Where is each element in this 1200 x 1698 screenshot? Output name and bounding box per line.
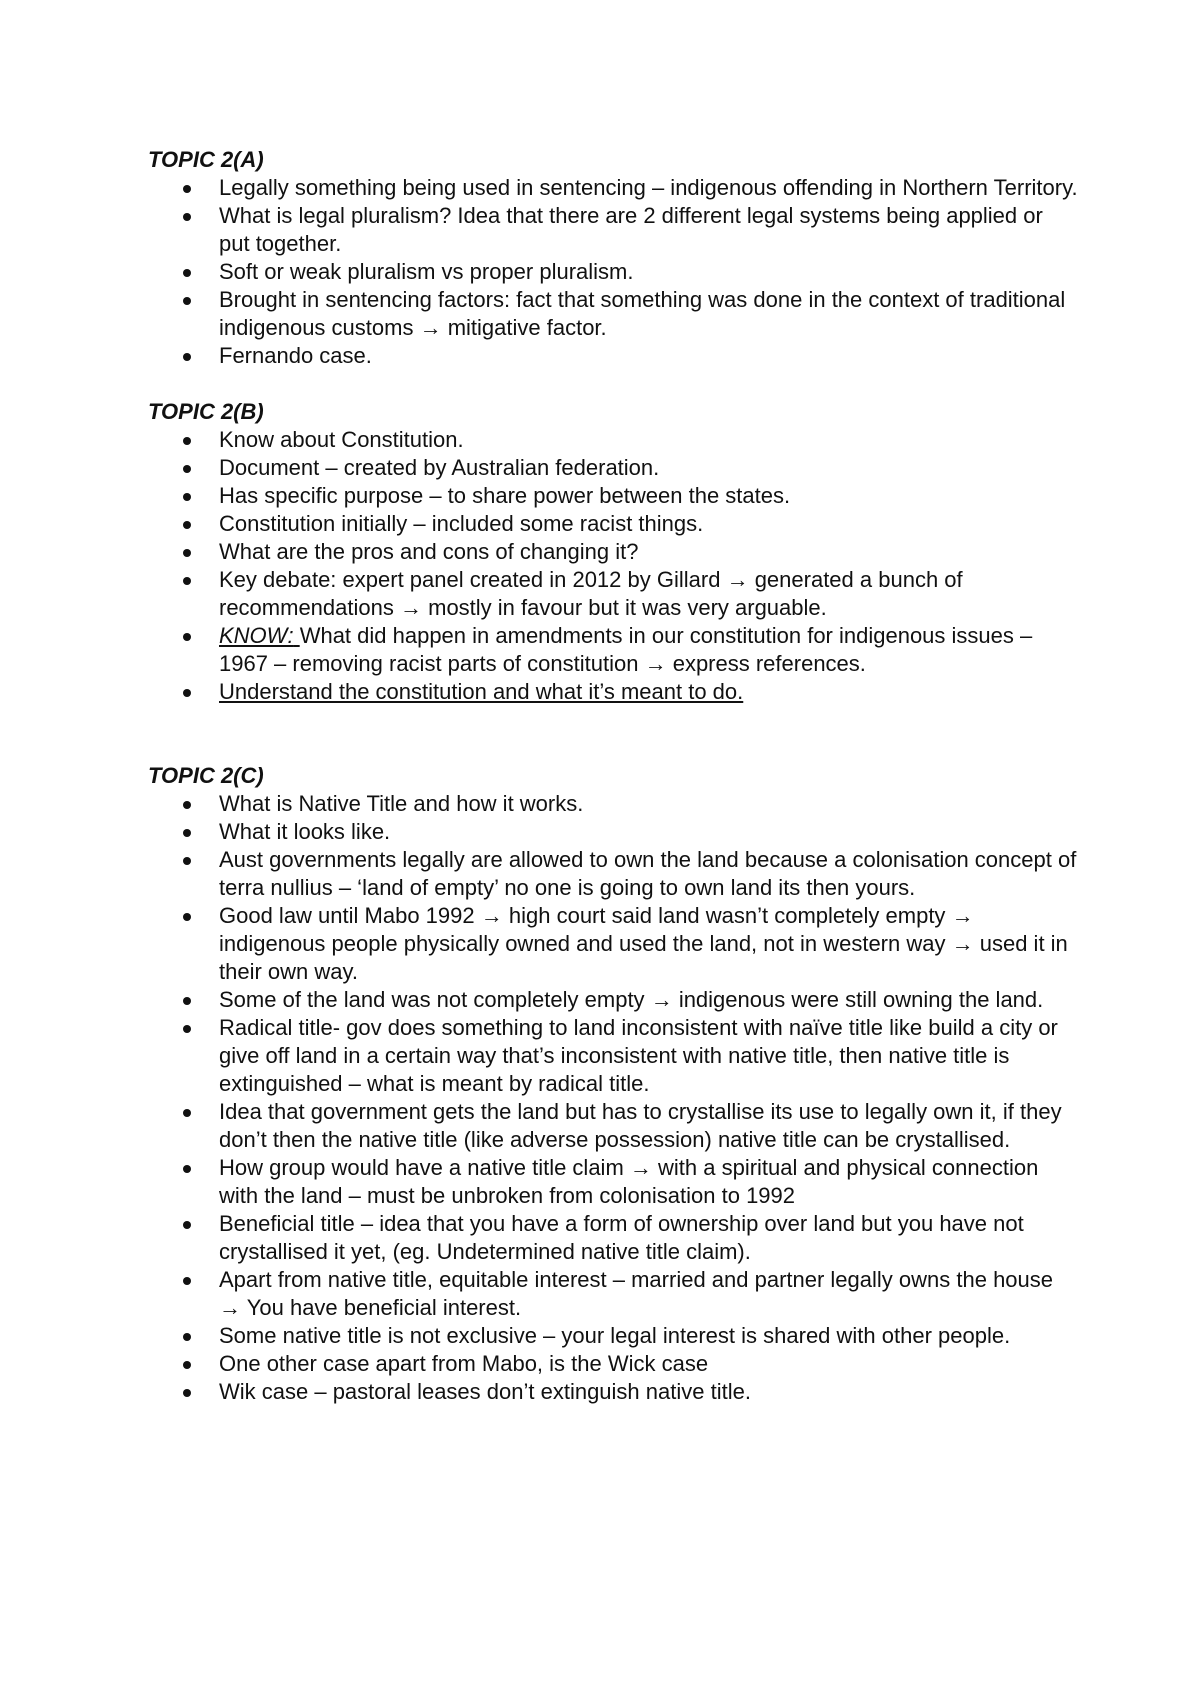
arrow-icon: → (480, 903, 503, 928)
bullet-icon (183, 1221, 191, 1229)
list-item-text: Apart from native title, equitable interest – married and partner legally owns the house (219, 1267, 1054, 1292)
list-item-text: Has specific purpose – to share power between the states. (219, 483, 791, 508)
document-page (148, 146, 1078, 1406)
bullet-icon (183, 857, 191, 865)
section-topic-2a (148, 146, 1078, 370)
section-heading-topic-2b: TOPIC 2(B) (148, 399, 264, 424)
list-item-text: Fernando case. (219, 343, 372, 368)
arrow-icon: → (951, 931, 974, 956)
list-item-text: Know about Constitution. (219, 427, 464, 452)
list-item-text: What is Native Title and how it works. (219, 791, 584, 816)
list-item-text: used it in their own way. (219, 931, 1068, 984)
bullet-icon (183, 997, 191, 1005)
bullet-list-topic-2c (148, 790, 1078, 1406)
list-item (148, 1322, 1078, 1350)
bullet-icon (183, 493, 191, 501)
list-item (148, 258, 1078, 286)
list-item (148, 538, 1078, 566)
arrow-icon: → (629, 1155, 652, 1180)
bullet-icon (183, 185, 191, 193)
list-item-text: Legally something being used in sentencing – indigenous offending in Northern Territory. (219, 175, 1078, 200)
bullet-icon (183, 1165, 191, 1173)
bullet-icon (183, 549, 191, 557)
list-item-text: What did happen in amendments in our constitution for indigenous issues – 1967 – removing racist parts of constitution (219, 623, 1033, 676)
list-item (148, 286, 1078, 342)
bullet-icon (183, 465, 191, 473)
bullet-icon (183, 353, 191, 361)
bullet-icon (183, 213, 191, 221)
bullet-icon (183, 1333, 191, 1341)
bullet-icon (183, 689, 191, 697)
list-item-text: indigenous people physically owned and used the land, not in western way (219, 931, 946, 956)
bullet-icon (183, 297, 191, 305)
list-item-text: Aust governments legally are allowed to own the land because a colonisation concept of terra nullius – ‘land of empty’ no one is going to own land its then yours. (219, 847, 1077, 900)
list-item (148, 1014, 1078, 1098)
bullet-list-topic-2a (148, 174, 1078, 370)
list-item (148, 818, 1078, 846)
list-item-text: What are the pros and cons of changing it? (219, 539, 639, 564)
list-item-text: One other case apart from Mabo, is the Wick case (219, 1351, 709, 1376)
section-heading-topic-2c: TOPIC 2(C) (148, 763, 264, 788)
bullet-icon (183, 829, 191, 837)
bullet-icon (183, 801, 191, 809)
list-item (148, 1350, 1078, 1378)
section-topic-2c (148, 762, 1078, 1406)
bullet-icon (183, 269, 191, 277)
list-item-text: Understand the constitution and what it’s meant to do. (219, 679, 744, 704)
list-item-text: Good law until Mabo 1992 (219, 903, 475, 928)
list-item-text: Constitution initially – included some racist things. (219, 511, 704, 536)
list-item (148, 566, 1078, 622)
list-item-text: Brought in sentencing factors: fact that something was done in the context of traditional indigenous customs (219, 287, 1066, 340)
arrow-icon: → (951, 903, 974, 928)
list-item-text: How group would have a native title claim (219, 1155, 624, 1180)
list-item (148, 902, 1078, 986)
list-item (148, 622, 1078, 678)
list-item-text: You have beneficial interest. (246, 1295, 522, 1320)
section-spacer (148, 370, 1078, 398)
bullet-icon (183, 913, 191, 921)
list-item-text: Some of the land was not completely empty (219, 987, 645, 1012)
list-item (148, 202, 1078, 258)
list-item (148, 1378, 1078, 1406)
bullet-icon (183, 1361, 191, 1369)
arrow-icon: → (419, 315, 442, 340)
list-item (148, 1154, 1078, 1210)
list-item-text: Some native title is not exclusive – your legal interest is shared with other people. (219, 1323, 1011, 1348)
list-item-text: mitigative factor. (447, 315, 607, 340)
bullet-icon (183, 1109, 191, 1117)
list-item (148, 454, 1078, 482)
list-item-text: mostly in favour but it was very arguable. (428, 595, 827, 620)
list-item (148, 846, 1078, 902)
list-item-text: Beneficial title – idea that you have a form of ownership over land but you have not crystallised it yet, (eg. Undetermined native title claim). (219, 1211, 1024, 1264)
bullet-icon (183, 1277, 191, 1285)
list-item (148, 342, 1078, 370)
arrow-icon: → (219, 1295, 241, 1320)
bullet-icon (183, 577, 191, 585)
section-heading-topic-2a: TOPIC 2(A) (148, 147, 264, 172)
list-item (148, 678, 1078, 706)
list-item-text: What is legal pluralism? Idea that there are 2 different legal systems being applied or put together. (219, 203, 1043, 256)
list-item-text: What it looks like. (219, 819, 391, 844)
bullet-icon (183, 633, 191, 641)
arrow-icon: → (644, 651, 667, 676)
list-item (148, 174, 1078, 202)
list-item (148, 1098, 1078, 1154)
bullet-icon (183, 1025, 191, 1033)
list-item (148, 510, 1078, 538)
list-item-text: express references. (672, 651, 866, 676)
arrow-icon: → (400, 595, 422, 620)
list-item (148, 790, 1078, 818)
bullet-icon (183, 437, 191, 445)
list-item-text: high court said land wasn’t completely empty (508, 903, 946, 928)
bullet-icon (183, 521, 191, 529)
list-item-text: indigenous were still owning the land. (678, 987, 1044, 1012)
section-spacer (148, 706, 1078, 762)
bullet-icon (183, 1389, 191, 1397)
list-item-text: Wik case – pastoral leases don’t extinguish native title. (219, 1379, 751, 1404)
bullet-list-topic-2b (148, 426, 1078, 706)
list-item (148, 426, 1078, 454)
know-label: KNOW: (219, 623, 294, 648)
list-item-text: with a spiritual and physical connection with the land – must be unbroken from colonisation to 1992 (219, 1155, 1039, 1208)
list-item (148, 1266, 1078, 1322)
list-item (148, 1210, 1078, 1266)
list-item-text: Key debate: expert panel created in 2012 by Gillard (219, 567, 721, 592)
list-item-text: Radical title- gov does something to land inconsistent with naïve title like build a city or give off land in a certain way that’s inconsistent with native title, then native title is extinguished – what is meant by radical title. (219, 1015, 1058, 1096)
arrow-icon: → (726, 567, 749, 592)
list-item-text: generated a bunch of recommendations (219, 567, 963, 620)
list-item (148, 986, 1078, 1014)
arrow-icon: → (650, 987, 673, 1012)
section-topic-2b (148, 398, 1078, 706)
list-item-text: Document – created by Australian federation. (219, 455, 660, 480)
list-item-text: Idea that government gets the land but has to crystallise its use to legally own it, if they don’t then the native title (like adverse possession) native title can be crystallised. (219, 1099, 1062, 1152)
list-item-text: Soft or weak pluralism vs proper pluralism. (219, 259, 634, 284)
list-item (148, 482, 1078, 510)
